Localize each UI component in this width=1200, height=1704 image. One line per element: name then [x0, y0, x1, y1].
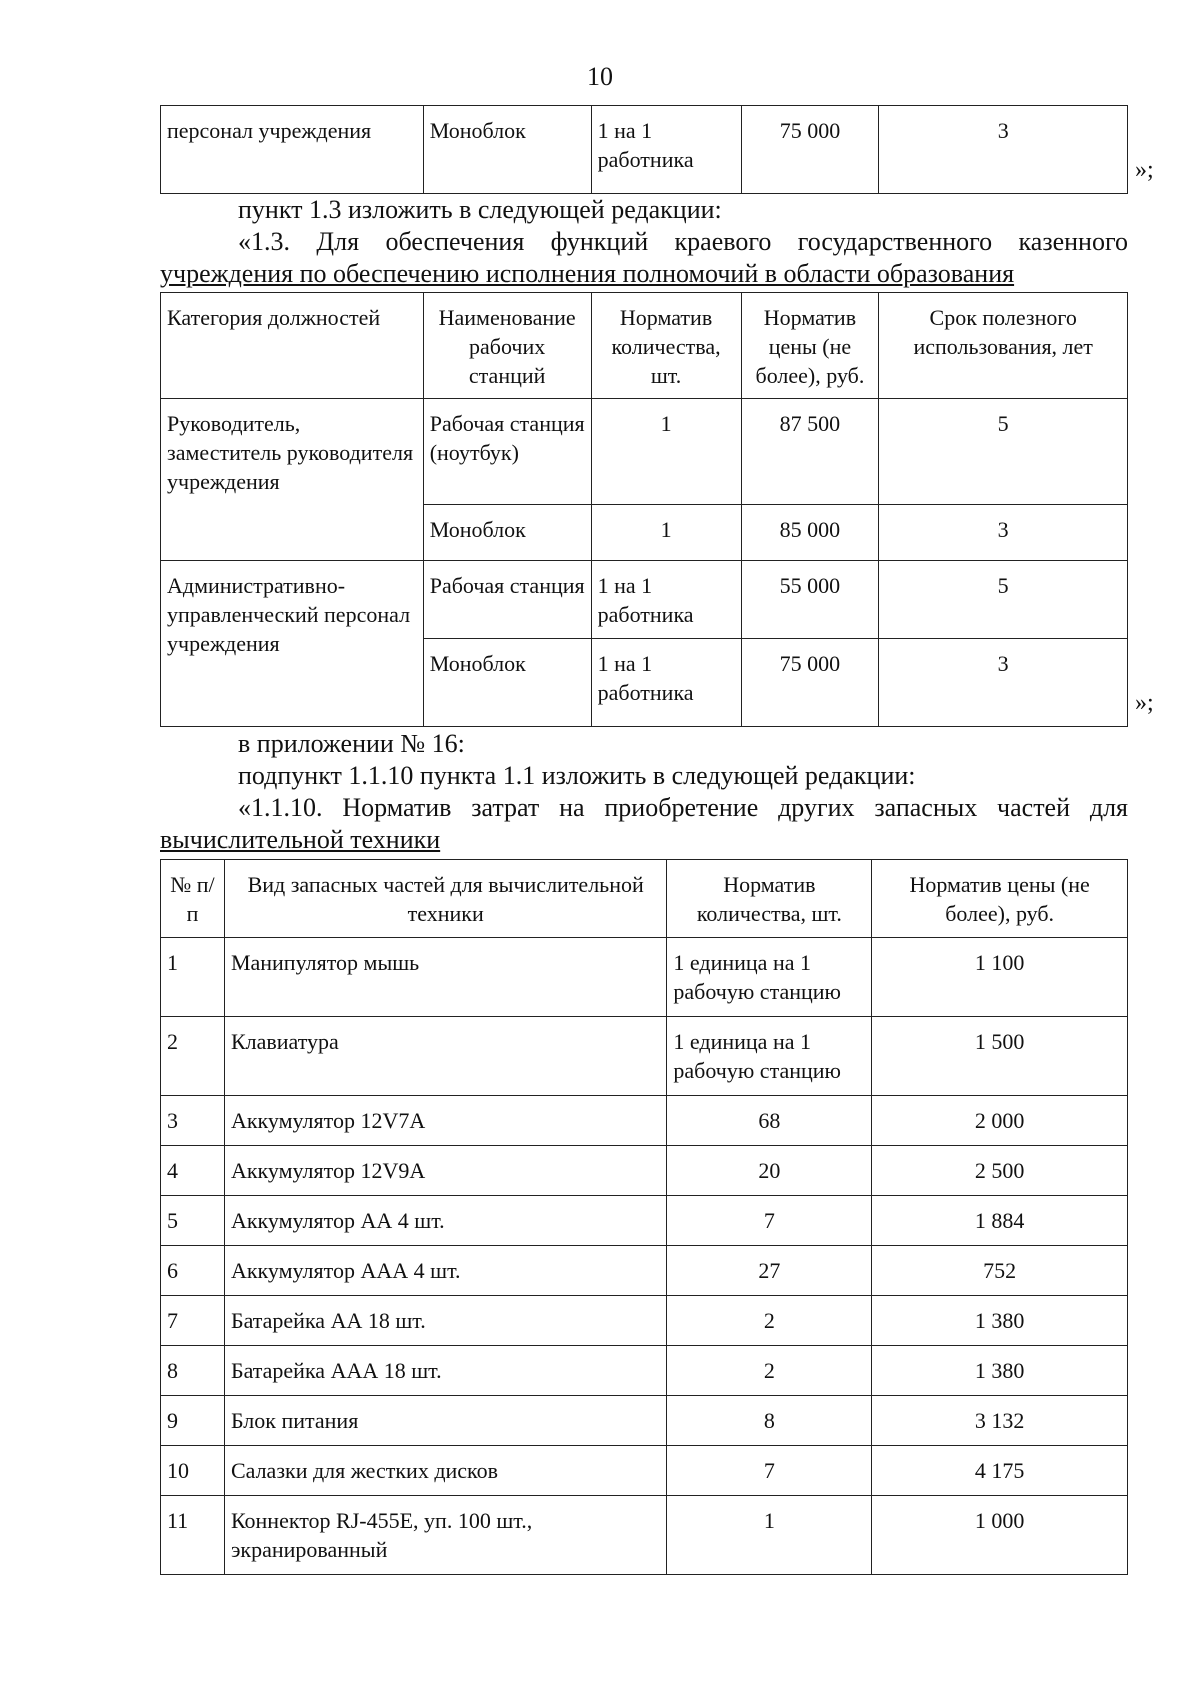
closing-quote: »;	[1135, 690, 1154, 716]
price-cell: 75 000	[741, 106, 879, 194]
table-row	[161, 1346, 1128, 1396]
name-cell: Батарейка ААА 18 шт.	[224, 1346, 666, 1396]
price-cell: 4 175	[872, 1446, 1128, 1496]
price-cell: 1 884	[872, 1196, 1128, 1246]
price-cell: 85 000	[741, 505, 879, 561]
header-price: Норматив цены (не более), руб.	[741, 293, 879, 399]
quantity-cell: 1 единица на 1 рабочую станцию	[667, 1017, 872, 1096]
name-cell: Аккумулятор 12V9A	[224, 1146, 666, 1196]
item-cell: Рабочая станция	[423, 561, 591, 639]
table-row	[161, 1017, 1128, 1096]
years-cell: 5	[879, 561, 1128, 639]
name-cell: Манипулятор мышь	[224, 938, 666, 1017]
number-cell: 6	[161, 1246, 225, 1296]
price-cell: 2 000	[872, 1096, 1128, 1146]
table-row	[161, 1246, 1128, 1296]
quantity-cell: 27	[667, 1246, 872, 1296]
price-cell: 752	[872, 1246, 1128, 1296]
table-header-row	[161, 293, 1128, 399]
spare-parts-table	[160, 859, 1128, 1575]
number-cell: 1	[161, 938, 225, 1017]
price-cell: 1 000	[872, 1496, 1128, 1575]
quantity-cell: 1 единица на 1 рабочую станцию	[667, 938, 872, 1017]
quantity-cell: 1 на 1 работника	[591, 106, 741, 194]
number-cell: 7	[161, 1296, 225, 1346]
years-cell: 3	[879, 106, 1128, 194]
category-cell: Руководитель, заместитель руководителя учреждения	[161, 399, 424, 561]
quantity-cell: 1	[591, 399, 741, 505]
header-years: Срок полезного использования, лет	[879, 293, 1128, 399]
page-number: 10	[587, 62, 613, 91]
price-cell: 55 000	[741, 561, 879, 639]
table-row	[161, 1396, 1128, 1446]
table-row	[161, 399, 1128, 505]
price-cell: 3 132	[872, 1396, 1128, 1446]
name-cell: Аккумулятор ААА 4 шт.	[224, 1246, 666, 1296]
number-cell: 8	[161, 1346, 225, 1396]
table-header-row	[161, 860, 1128, 938]
quantity-cell: 1	[667, 1496, 872, 1575]
number-cell: 2	[161, 1017, 225, 1096]
quantity-cell: 68	[667, 1096, 872, 1146]
price-cell: 2 500	[872, 1146, 1128, 1196]
number-cell: 9	[161, 1396, 225, 1446]
header-quantity: Норматив количества, шт.	[667, 860, 872, 938]
table-row	[161, 1496, 1128, 1575]
name-cell: Блок питания	[224, 1396, 666, 1446]
table-row	[161, 1196, 1128, 1246]
paragraph: вычислительной техники	[160, 825, 441, 854]
paragraph: подпункт 1.1.10 пункта 1.1 изложить в следующей редакции:	[238, 761, 916, 790]
quantity-cell: 2	[667, 1346, 872, 1396]
table-row	[161, 1446, 1128, 1496]
quantity-cell: 7	[667, 1446, 872, 1496]
quantity-cell: 20	[667, 1146, 872, 1196]
header-category: Категория должностей	[161, 293, 424, 399]
number-cell: 11	[161, 1496, 225, 1575]
item-cell: Моноблок	[423, 505, 591, 561]
name-cell: Клавиатура	[224, 1017, 666, 1096]
price-cell: 1 100	[872, 938, 1128, 1017]
header-price: Норматив цены (не более), руб.	[872, 860, 1128, 938]
name-cell: Аккумулятор 12V7A	[224, 1096, 666, 1146]
name-cell: Аккумулятор АА 4 шт.	[224, 1196, 666, 1246]
paragraph: «1.3. Для обеспечения функций краевого государственного казенного	[238, 227, 1128, 256]
name-cell: Батарейка АА 18 шт.	[224, 1296, 666, 1346]
number-cell: 5	[161, 1196, 225, 1246]
table-row	[161, 106, 1128, 194]
paragraph: в приложении № 16:	[238, 729, 465, 758]
price-cell: 75 000	[741, 639, 879, 727]
item-cell: Моноблок	[423, 106, 591, 194]
table-row	[161, 1096, 1128, 1146]
quantity-cell: 7	[667, 1196, 872, 1246]
name-cell: Салазки для жестких дисков	[224, 1446, 666, 1496]
years-cell: 3	[879, 505, 1128, 561]
category-cell: Административно-управленческий персонал учреждения	[161, 561, 424, 727]
price-cell: 1 500	[872, 1017, 1128, 1096]
category-cell: персонал учреждения	[161, 106, 424, 194]
quantity-cell: 1	[591, 505, 741, 561]
quantity-cell: 1 на 1 работника	[591, 639, 741, 727]
quantity-cell: 8	[667, 1396, 872, 1446]
number-cell: 3	[161, 1096, 225, 1146]
workstations-table	[160, 292, 1128, 727]
paragraph: учреждения по обеспечению исполнения полномочий в области образования	[160, 259, 1015, 288]
name-cell: Коннектор RJ-455E, уп. 100 шт., экранированный	[224, 1496, 666, 1575]
header-name: Вид запасных частей для вычислительной техники	[224, 860, 666, 938]
paragraph: пункт 1.3 изложить в следующей редакции:	[238, 195, 722, 224]
price-cell: 87 500	[741, 399, 879, 505]
number-cell: 4	[161, 1146, 225, 1196]
table-row	[161, 938, 1128, 1017]
price-cell: 1 380	[872, 1296, 1128, 1346]
years-cell: 3	[879, 639, 1128, 727]
number-cell: 10	[161, 1446, 225, 1496]
header-item: Наименование рабочих станций	[423, 293, 591, 399]
price-cell: 1 380	[872, 1346, 1128, 1396]
closing-quote: »;	[1135, 157, 1154, 183]
table-row	[161, 561, 1128, 639]
years-cell: 5	[879, 399, 1128, 505]
table-row	[161, 1296, 1128, 1346]
paragraph: «1.1.10. Норматив затрат на приобретение других запасных частей для	[238, 793, 1128, 822]
continuation-table	[160, 105, 1128, 194]
header-number: № п/п	[161, 860, 225, 938]
header-quantity: Норматив количества, шт.	[591, 293, 741, 399]
item-cell: Рабочая станция (ноутбук)	[423, 399, 591, 505]
quantity-cell: 1 на 1 работника	[591, 561, 741, 639]
quantity-cell: 2	[667, 1296, 872, 1346]
table-row	[161, 1146, 1128, 1196]
item-cell: Моноблок	[423, 639, 591, 727]
